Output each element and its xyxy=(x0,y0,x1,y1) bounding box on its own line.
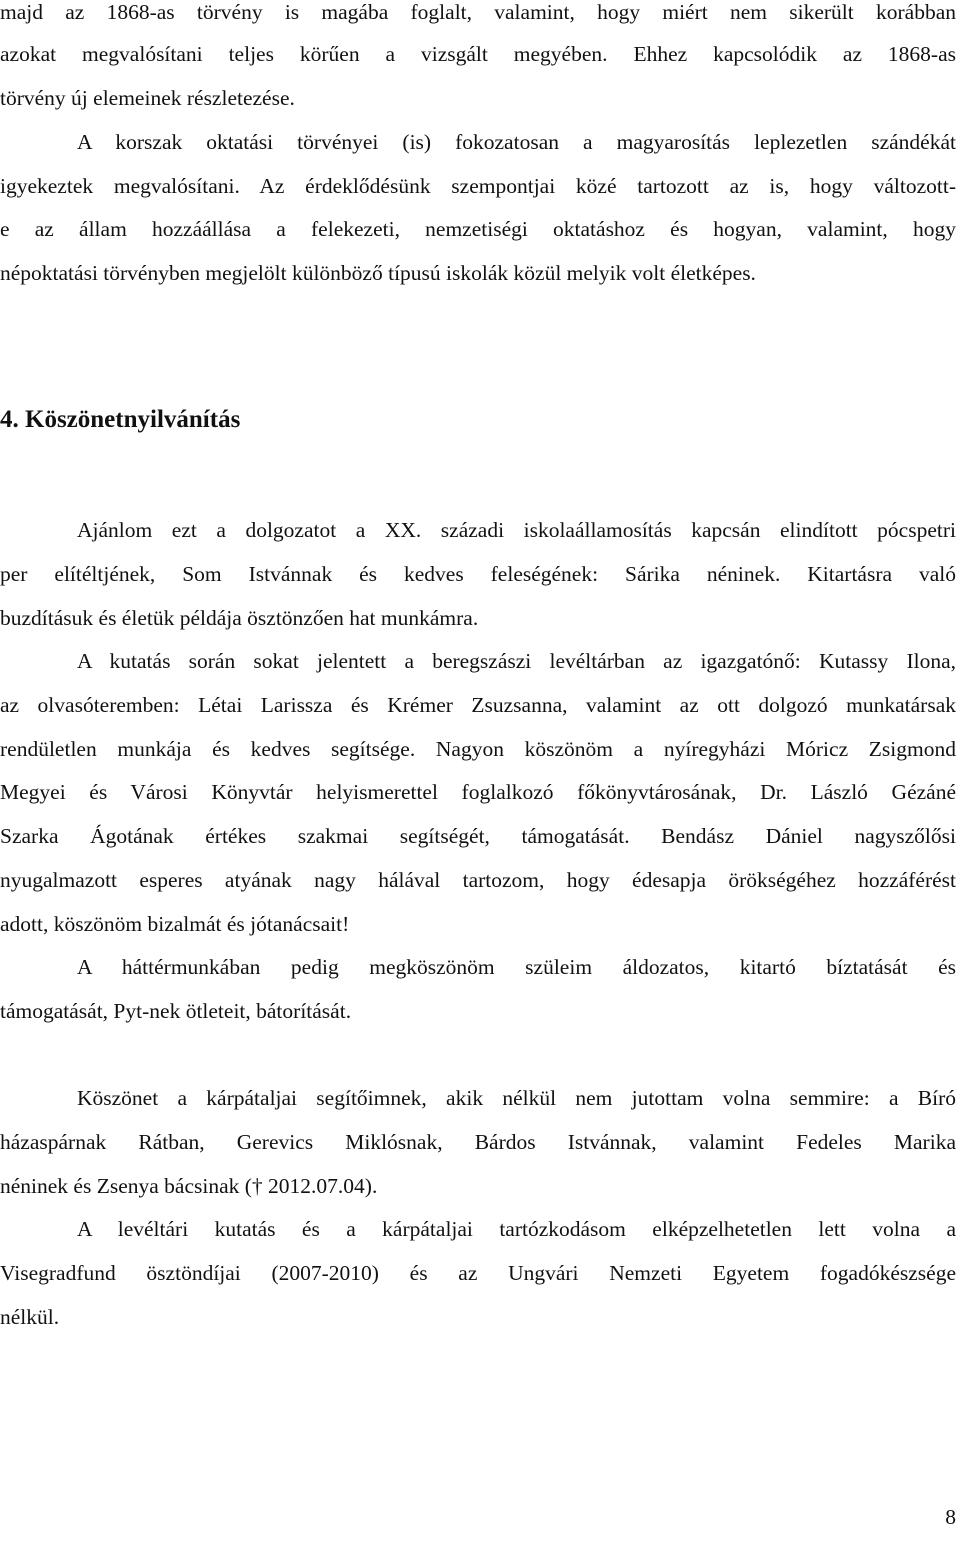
paragraph-line: adott, köszönöm bizalmát és jótanácsait! xyxy=(0,912,350,936)
paragraph-line: Szarka Ágotának értékes szakmai segítségét, támogatását. Bendász Dániel nagyszőlősi xyxy=(0,824,956,848)
paragraph-line: buzdításuk és életük példája ösztönzően hat munkámra. xyxy=(0,606,479,630)
paragraph-line: Köszönet a kárpátaljai segítőimnek, akik nélkül nem jutottam volna semmire: a Bíró xyxy=(77,1086,956,1110)
paragraph-line: nélkül. xyxy=(0,1305,60,1329)
paragraph-line: per elítéltjének, Som Istvánnak és kedves feleségének: Sárika néninek. Kitartásra való xyxy=(0,562,956,586)
paragraph-line: néninek és Zsenya bácsinak († 2012.07.04). xyxy=(0,1174,378,1198)
paragraph-line: azokat megvalósítani teljes körűen a vizsgált megyében. Ehhez kapcsolódik az 1868-as xyxy=(0,42,956,66)
paragraph-line: törvény új elemeinek részletezése. xyxy=(0,86,295,110)
paragraph-line: rendületlen munkája és kedves segítsége. Nagyon köszönöm a nyíregyházi Móricz Zsigmond xyxy=(0,737,956,761)
paragraph-line: házaspárnak Rátban, Gerevics Miklósnak, Bárdos Istvánnak, valamint Fedeles Marika xyxy=(0,1130,956,1154)
paragraph-line: majd az 1868-as törvény is magába foglalt, valamint, hogy miért nem sikerült korábban xyxy=(0,0,956,24)
paragraph-line: A levéltári kutatás és a kárpátaljai tartózkodásom elképzelhetetlen lett volna a xyxy=(77,1217,956,1241)
paragraph-line: e az állam hozzáállása a felekezeti, nemzetiségi oktatáshoz és hogyan, valamint, hogy xyxy=(0,217,956,241)
section-heading: 4. Köszönetnyilvánítás xyxy=(0,406,241,433)
paragraph-line: igyekeztek megvalósítani. Az érdeklődésünk szempontjai közé tartozott az is, hogy változott- xyxy=(0,174,956,198)
paragraph-line: az olvasóteremben: Létai Larissza és Krémer Zsuzsanna, valamint az ott dolgozó munkatársak xyxy=(0,693,956,717)
paragraph-line: nyugalmazott esperes atyának nagy hálával tartozom, hogy édesapja örökségéhez hozzáférést xyxy=(0,868,956,892)
paragraph-line: A kutatás során sokat jelentett a beregszászi levéltárban az igazgatónő: Kutassy Ilona, xyxy=(77,649,956,673)
paragraph-line: népoktatási törvényben megjelölt különböző típusú iskolák közül melyik volt életképes. xyxy=(0,261,756,285)
paragraph-line: A háttérmunkában pedig megköszönöm szüleim áldozatos, kitartó bíztatását és xyxy=(77,955,956,979)
page-number: 8 xyxy=(945,1505,956,1529)
paragraph-line: Megyei és Városi Könyvtár helyismerettel foglalkozó főkönyvtárosának, Dr. László Gézáné xyxy=(0,780,956,804)
paragraph-line: támogatását, Pyt-nek ötleteit, bátorítását. xyxy=(0,999,352,1023)
paragraph-line: Visegradfund ösztöndíjai (2007-2010) és az Ungvári Nemzeti Egyetem fogadókészsége xyxy=(0,1261,956,1285)
paragraph-line: Ajánlom ezt a dolgozatot a XX. századi iskolaállamosítás kapcsán elindított pócspetri xyxy=(77,518,956,542)
paragraph-line: A korszak oktatási törvényei (is) fokozatosan a magyarosítás leplezetlen szándékát xyxy=(77,130,956,154)
